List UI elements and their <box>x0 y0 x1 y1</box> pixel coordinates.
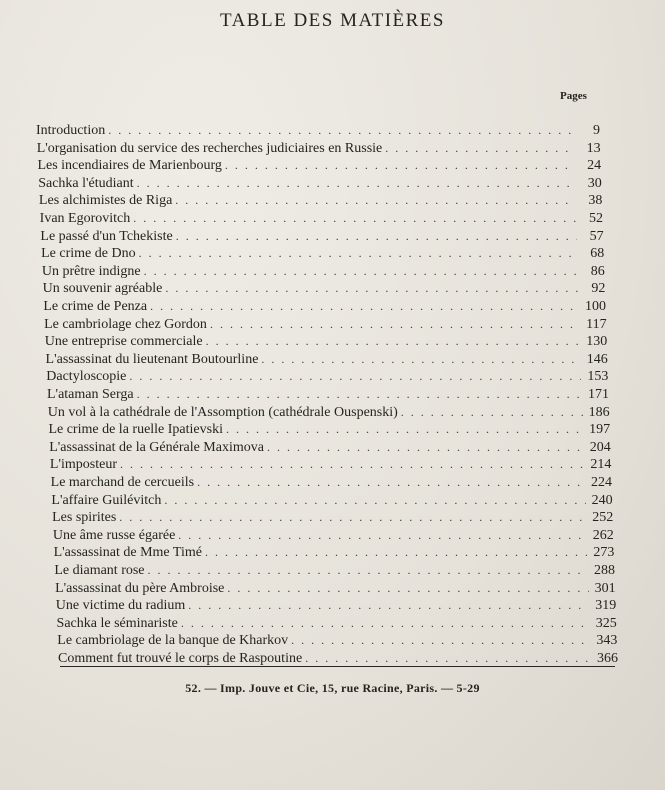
toc-leader-dots <box>226 421 583 438</box>
toc-entry-title: L'assassinat du lieutenant Boutourline <box>45 351 259 367</box>
toc-entry-page: 214 <box>590 457 612 473</box>
toc-entry-page: 240 <box>591 492 613 508</box>
toc-entry <box>46 351 608 368</box>
toc-entry-page: 273 <box>593 545 615 561</box>
toc-entry-page: 252 <box>592 510 614 526</box>
toc-entry <box>43 298 606 315</box>
toc-entry <box>37 157 601 174</box>
toc-entry <box>46 368 608 385</box>
toc-entry <box>41 245 604 262</box>
toc-entry-title: Le marchand de cercueils <box>50 475 195 490</box>
toc-leader-dots <box>144 263 578 280</box>
toc-entry <box>58 650 618 667</box>
toc-entry-page: 24 <box>587 158 602 174</box>
toc-leader-dots <box>305 650 591 667</box>
toc-entry <box>50 456 611 473</box>
toc-entry-page: 343 <box>596 633 618 649</box>
toc-entry-page: 171 <box>588 387 609 402</box>
toc-entry-page: 38 <box>588 193 603 209</box>
toc-entry <box>38 175 602 192</box>
toc-leader-dots <box>133 210 576 227</box>
toc-leader-dots <box>205 544 587 561</box>
toc-entry-page: 153 <box>587 369 609 385</box>
toc-entry-page: 52 <box>588 211 603 226</box>
toc-entry-page: 86 <box>590 263 605 279</box>
toc-entry-title: Une victime du radium <box>55 598 186 614</box>
toc-leader-dots <box>225 157 574 174</box>
toc-entry-page: 100 <box>584 299 606 314</box>
toc-leader-dots <box>178 527 586 544</box>
toc-entry <box>49 439 611 456</box>
toc-entry-page: 146 <box>586 351 608 367</box>
toc-leader-dots <box>139 245 578 262</box>
toc-entry-page: 30 <box>587 175 602 191</box>
toc-leader-dots <box>261 351 580 368</box>
toc-entry-title: Introduction <box>36 123 106 138</box>
toc-leader-dots <box>401 404 583 421</box>
toc-leader-dots <box>129 368 581 385</box>
toc-entry-page: 197 <box>589 422 611 438</box>
toc-entry-title: Le diamant rose <box>54 563 145 578</box>
toc-entry-page: 366 <box>597 651 618 666</box>
toc-leader-dots <box>188 597 589 614</box>
toc-entry-page: 204 <box>589 439 611 455</box>
toc-entry-title: Une âme russe égarée <box>52 527 176 543</box>
toc-entry <box>43 280 606 297</box>
toc-entry <box>47 386 609 403</box>
toc-entry-title: L'assassinat du père Ambroise <box>55 580 225 596</box>
toc-entry <box>57 615 617 632</box>
toc-leader-dots <box>137 175 575 192</box>
toc-leader-dots <box>197 474 585 491</box>
toc-entry-title: Un prêtre indigne <box>41 263 141 279</box>
toc-entry-page: 319 <box>595 598 617 614</box>
toc-entry <box>54 544 615 561</box>
toc-entry-title: Sachka l'étudiant <box>38 175 134 191</box>
toc-leader-dots <box>206 333 581 350</box>
toc-leader-dots <box>165 280 578 297</box>
toc-leader-dots <box>164 492 585 509</box>
toc-entry-title: Un souvenir agréable <box>42 281 163 297</box>
toc-entry <box>48 421 610 438</box>
toc-entry-title: Le passé d'un Tchekiste <box>40 228 173 244</box>
toc-entry-page: 301 <box>594 580 616 596</box>
toc-entry-page: 9 <box>593 123 600 138</box>
toc-entry <box>36 122 600 139</box>
toc-entry <box>40 228 603 245</box>
toc-leader-dots <box>210 316 580 333</box>
toc-entry-title: Le crime de Penza <box>43 299 148 314</box>
toc-entry-page: 325 <box>595 615 617 631</box>
toc-entry <box>44 316 607 333</box>
toc-entry <box>56 597 616 614</box>
toc-entry-title: L'organisation du service des recherches judiciaires en Russie <box>36 140 383 156</box>
toc-entry-title: L'imposteur <box>49 457 117 473</box>
toc-entry <box>57 632 617 649</box>
toc-entry <box>39 192 602 209</box>
toc-entry <box>55 580 616 597</box>
toc-entry-page: 288 <box>593 563 615 578</box>
toc-entry-title: Le cambriolage de la banque de Kharkov <box>57 633 289 649</box>
toc-entry <box>42 263 605 280</box>
toc-entry-title: Dactyloscopie <box>46 369 127 385</box>
toc-entry-title: L'assassinat de Mme Timé <box>53 545 202 561</box>
toc-entry <box>45 333 607 350</box>
toc-entry-title: Le crime de la ruelle Ipatievski <box>48 422 223 438</box>
toc-leader-dots <box>175 192 575 209</box>
toc-leader-dots <box>148 562 588 579</box>
toc-entry-title: L'ataman Serga <box>47 387 134 402</box>
toc-entry-title: Les spirites <box>52 510 117 526</box>
toc-leader-dots <box>119 509 586 526</box>
toc-entry-title: Une entreprise commerciale <box>44 334 203 350</box>
toc-entry-title: Un vol à la cathédrale de l'Assomption (cathédrale Ouspenski) <box>47 404 398 420</box>
footer-divider <box>60 666 615 667</box>
toc-entry-title: Les incendiaires de Marienbourg <box>37 158 222 174</box>
toc-entry-page: 130 <box>586 334 608 350</box>
page-title: TABLE DES MATIÈRES <box>220 10 445 31</box>
toc-leader-dots <box>227 580 588 597</box>
toc-entry-page: 92 <box>591 281 606 297</box>
toc-entry-title: Les alchimistes de Riga <box>38 193 173 209</box>
toc-leader-dots <box>267 439 584 456</box>
toc-entry <box>53 527 614 544</box>
printer-footer: 52. — Imp. Jouve et Cie, 15, rue Racine, Paris. — 5-29 <box>185 681 480 695</box>
toc-leader-dots <box>120 456 584 473</box>
toc-entry-page: 68 <box>590 246 605 262</box>
toc-entry-title: Sachka le séminariste <box>56 615 178 631</box>
toc-entry-page: 186 <box>588 404 610 420</box>
toc-entry-page: 13 <box>586 140 601 156</box>
pages-column-header: Pages <box>560 90 587 102</box>
toc-leader-dots <box>137 386 582 403</box>
toc-entry <box>48 404 610 421</box>
toc-entry-title: Ivan Egorovitch <box>39 211 131 226</box>
toc-entry <box>54 562 615 579</box>
toc-leader-dots <box>291 632 590 649</box>
toc-entry <box>51 492 612 509</box>
toc-leader-dots <box>181 615 590 632</box>
toc-leader-dots <box>176 228 577 245</box>
toc-leader-dots <box>108 122 573 139</box>
toc-entry-page: 224 <box>590 475 612 490</box>
toc-entry-title: Le cambriolage chez Gordon <box>44 316 207 332</box>
toc-entry <box>51 474 612 491</box>
toc-entry <box>52 509 613 526</box>
toc-entry-page: 57 <box>589 228 604 244</box>
toc-entry-title: Le crime de Dno <box>41 246 136 262</box>
toc-entry-page: 117 <box>586 316 607 332</box>
toc-entry <box>40 210 603 227</box>
toc-leader-dots <box>385 140 573 157</box>
toc-entry <box>37 140 601 157</box>
toc-leader-dots <box>150 298 579 315</box>
toc-entry-title: Comment fut trouvé le corps de Raspoutine <box>58 651 303 666</box>
toc-entry-title: L'affaire Guilévitch <box>51 492 162 508</box>
toc-entry-page: 262 <box>592 527 614 543</box>
toc-entry-title: L'assassinat de la Générale Maximova <box>49 439 264 455</box>
